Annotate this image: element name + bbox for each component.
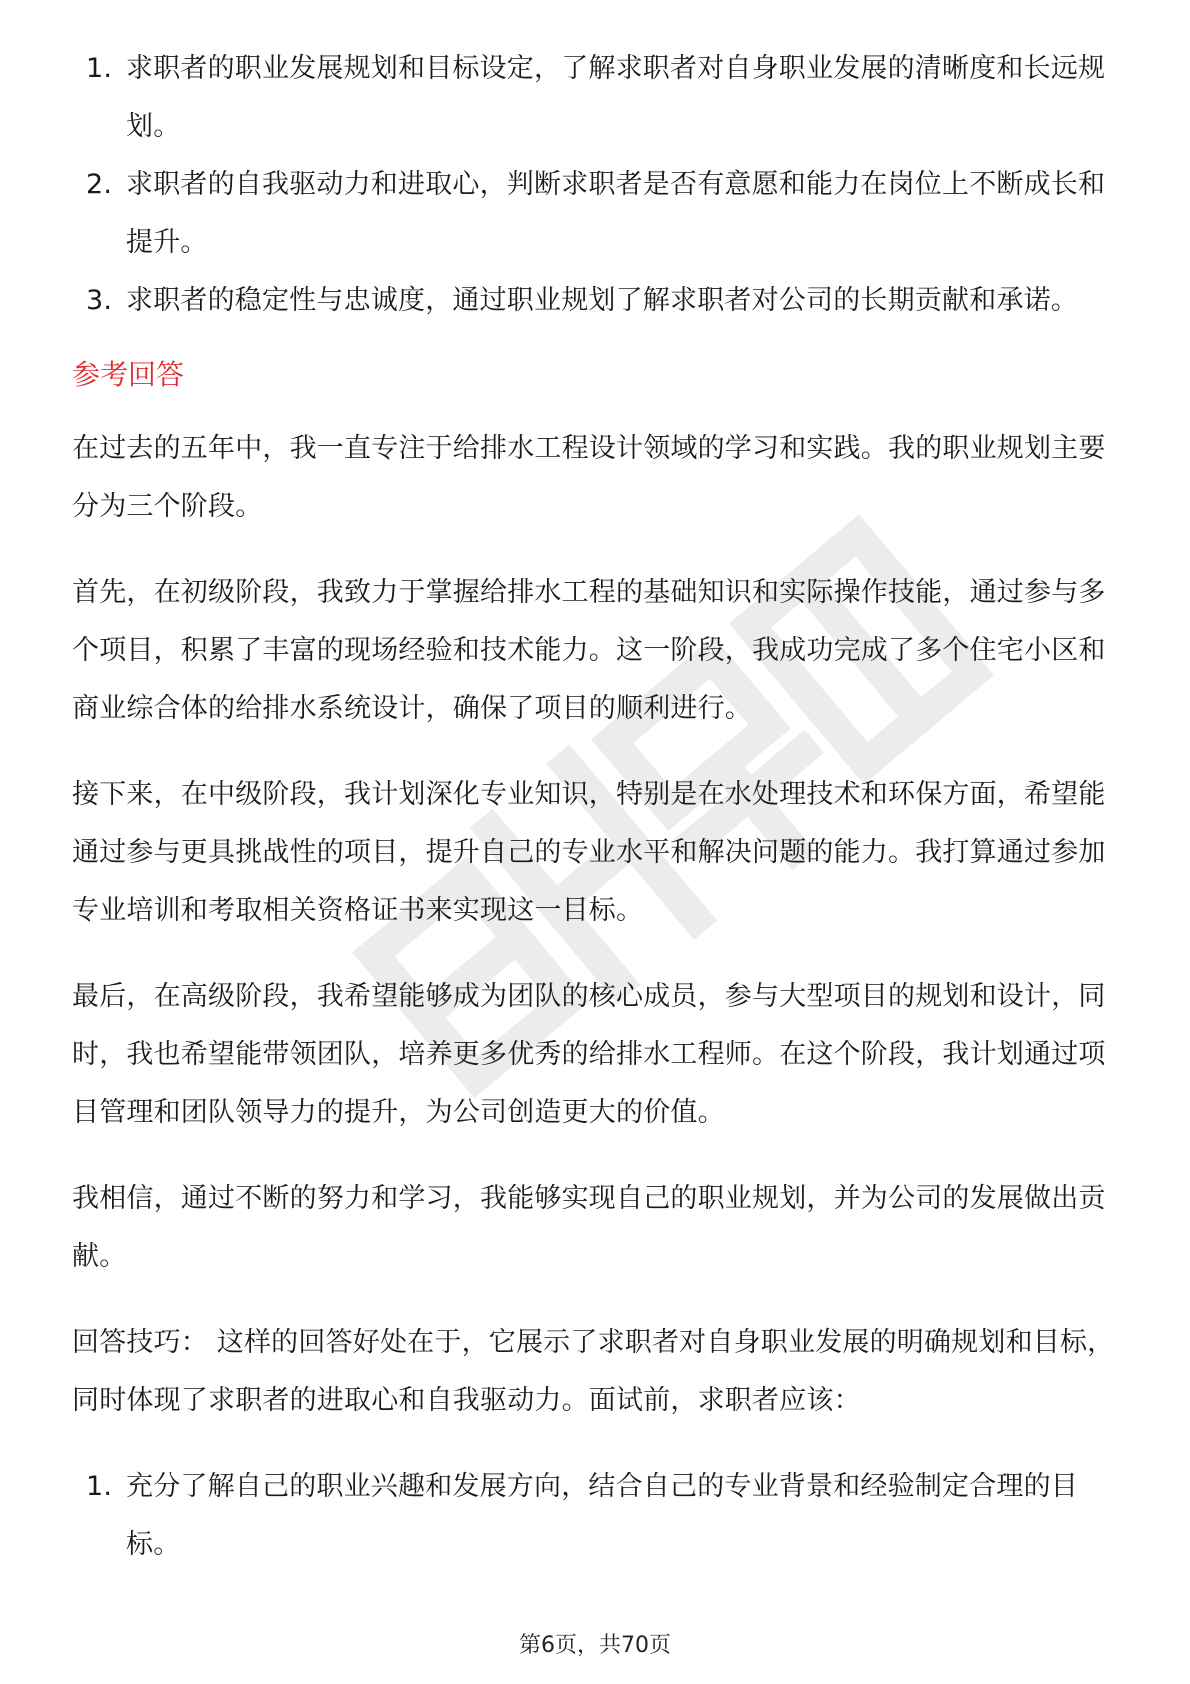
list-number: 2. <box>86 169 113 200</box>
paragraph: 最后，在高级阶段，我希望能够成为团队的核心成员，参与大型项目的规划和设计，同时，我也希望能带领团队，培养更多优秀的给排水工程师。在这个阶段，我计划通过项目管理和团队领导力的提升，为公司创造更大的价值。 <box>72 981 1106 1128</box>
list-number: 1. <box>86 53 113 84</box>
paragraph: 在过去的五年中，我一直专注于给排水工程设计领域的学习和实践。我的职业规划主要分为三个阶段。 <box>72 433 1106 522</box>
paragraph: 首先，在初级阶段，我致力于掌握给排水工程的基础知识和实际操作技能，通过参与多个项目，积累了丰富的现场经验和技术能力。这一阶段，我成功完成了多个住宅小区和商业综合体的给排水系统设计，确保了项目的顺利进行。 <box>72 577 1106 724</box>
bottom-numbered-list <box>72 1458 1122 1574</box>
list-item-text: 求职者的职业发展规划和目标设定，了解求职者对自身职业发展的清晰度和长远规划。 <box>126 53 1106 142</box>
answer-tip-paragraph: 回答技巧： 这样的回答好处在于，它展示了求职者对自身职业发展的明确规划和目标，同时体现了求职者的进取心和自我驱动力。面试前，求职者应该： <box>72 1327 1115 1416</box>
list-item-text: 求职者的自我驱动力和进取心，判断求职者是否有意愿和能力在岗位上不断成长和提升。 <box>126 169 1106 258</box>
list-item <box>72 272 1122 330</box>
list-number: 1. <box>86 1471 113 1502</box>
content-area <box>72 40 1122 1574</box>
section-heading: 参考回答 <box>72 358 185 391</box>
list-item <box>72 1458 1122 1574</box>
list-number: 3. <box>86 285 113 316</box>
paragraph: 我相信，通过不断的努力和学习，我能够实现自己的职业规划，并为公司的发展做出贡献。 <box>72 1183 1106 1272</box>
paragraph: 接下来，在中级阶段，我计划深化专业知识，特别是在水处理技术和环保方面，希望能通过参与更具挑战性的项目，提升自己的专业水平和解决问题的能力。我打算通过参加专业培训和考取相关资格证书来实现这一目标。 <box>72 779 1106 926</box>
page-footer: 第6页，共70页 <box>519 1633 671 1658</box>
list-item-text: 充分了解自己的职业兴趣和发展方向，结合自己的专业背景和经验制定合理的目标。 <box>126 1471 1078 1560</box>
list-item-text: 求职者的稳定性与忠诚度，通过职业规划了解求职者对公司的长期贡献和承诺。 <box>126 285 1078 316</box>
list-item <box>72 156 1122 272</box>
list-item <box>72 40 1122 156</box>
top-numbered-list <box>72 40 1122 330</box>
